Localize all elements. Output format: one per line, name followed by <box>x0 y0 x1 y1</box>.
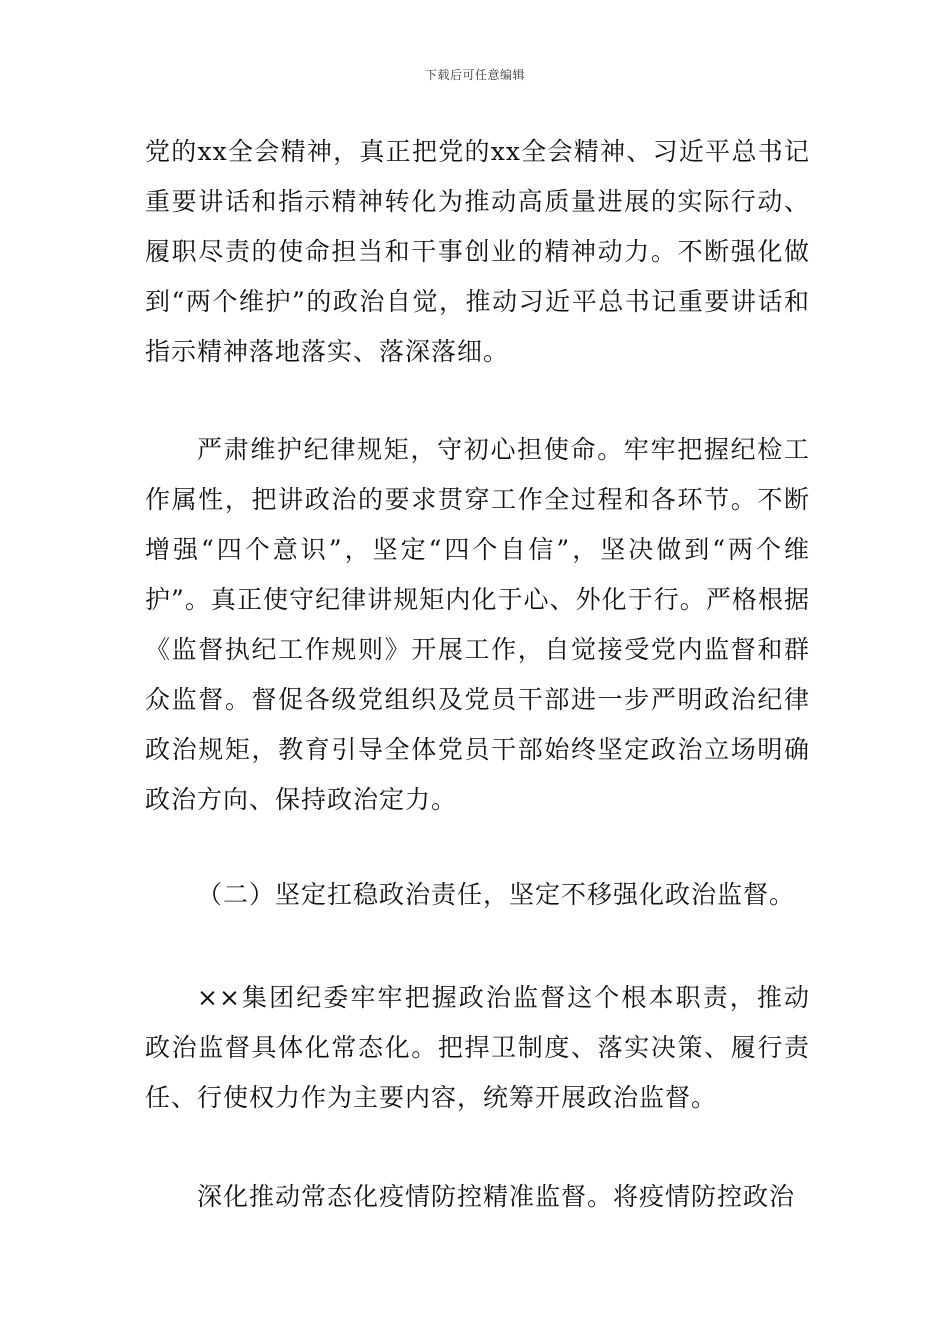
paragraph-political-supervision: ××集团纪委牢牢把握政治监督这个根本职责，推动政治监督具体化常态化。把捍卫制度、落实决策、履行责任、行使权力作为主要内容，统筹开展政治监督。 <box>145 983 810 1112</box>
section-heading-political-responsibility: （二）坚定扛稳政治责任，坚定不移强化政治监督。 <box>197 880 796 909</box>
paragraph-discipline-rules: 严肃维护纪律规矩，守初心担使命。牢牢把握纪检工作属性，把讲政治的要求贯穿工作全过程和各环节。不断增强“四个意识”，坚定“四个自信”，坚决做到“两个维护”。真正使守纪律讲规矩内化于心、外化于行。严格根据《监督执纪工作规则》开展工作，自觉接受党内监督和群众监督。督促各级党组织及党员干部进一步严明政治纪律政治规矩，教育引导全体党员干部始终坚定政治立场明确政治方向、保持政治定力。 <box>145 435 810 814</box>
header-note: 下载后可任意编辑 <box>424 68 525 82</box>
paragraph-party-plenum-spirit: 党的xx全会精神，真正把党的xx全会精神、习近平总书记重要讲话和指示精神转化为推动高质量进展的实际行动、履职尽责的使命担当和干事创业的精神动力。不断强化做到“两个维护”的政治自觉，推动习近平总书记重要讲话和指示精神落地落实、落深落细。 <box>145 137 810 366</box>
paragraph-epidemic-supervision: 深化推动常态化疫情防控精准监督。将疫情防控政治 <box>197 1182 796 1211</box>
